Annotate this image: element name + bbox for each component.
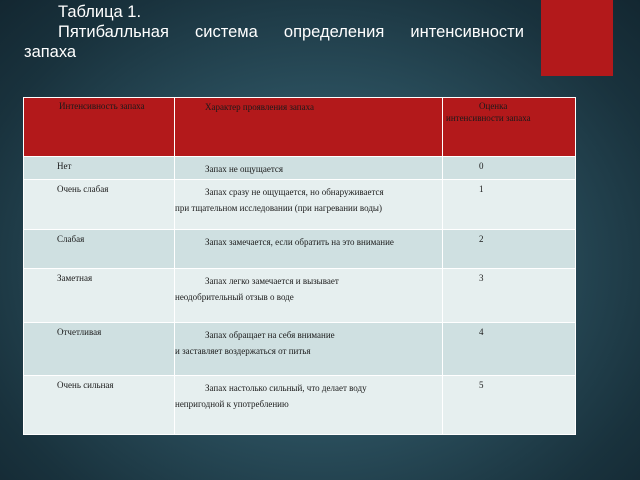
cell-text-line: Запах замечается, если обратить на это внимание — [205, 237, 394, 247]
cell-text: Отчетливая — [57, 327, 102, 337]
cell-text-line: непригодной к употреблению — [175, 399, 289, 409]
cell-score — [443, 180, 576, 230]
title-word: интенсивности — [410, 23, 524, 41]
header-intensity — [24, 98, 175, 157]
cell-description — [175, 376, 443, 435]
table-row — [24, 376, 576, 435]
cell-description — [175, 157, 443, 180]
cell-text-line: при тщательном исследовании (при нагревании воды) — [175, 203, 382, 213]
cell-text-line: Запах настолько сильный, что делает воду — [205, 383, 367, 393]
cell-text: Заметная — [57, 273, 93, 283]
table-row — [24, 323, 576, 376]
cell-text-line: Запах не ощущается — [205, 164, 284, 174]
title-line-3: запаха — [24, 43, 77, 61]
accent-bar — [541, 0, 613, 76]
cell-intensity — [24, 269, 175, 323]
odor-intensity-table — [23, 97, 576, 435]
header-label: Интенсивность запаха — [59, 101, 145, 111]
cell-text: Очень слабая — [57, 184, 109, 194]
cell-intensity — [24, 376, 175, 435]
cell-text-line: неодобрительный отзыв о воде — [175, 292, 294, 302]
header-label-line: интенсивности запаха — [446, 113, 531, 123]
cell-text — [175, 269, 442, 305]
cell-text: Нет — [57, 161, 72, 171]
slide-title — [24, 2, 524, 62]
cell-text — [175, 323, 442, 359]
cell-text: 1 — [479, 184, 484, 194]
cell-text — [175, 376, 442, 412]
cell-intensity — [24, 323, 175, 376]
cell-text-line: Запах обращает на себя внимание — [205, 330, 335, 340]
header-label — [443, 98, 575, 124]
cell-text: 2 — [479, 234, 484, 244]
title-line-2 — [24, 22, 524, 42]
cell-intensity — [24, 230, 175, 269]
cell-score — [443, 230, 576, 269]
cell-intensity — [24, 180, 175, 230]
cell-description — [175, 180, 443, 230]
title-word: система — [195, 23, 258, 41]
table-row — [24, 157, 576, 180]
header-score — [443, 98, 576, 157]
cell-score — [443, 157, 576, 180]
cell-text: 0 — [479, 161, 484, 171]
header-description — [175, 98, 443, 157]
cell-score — [443, 376, 576, 435]
title-word: определения — [283, 23, 385, 41]
cell-text: Слабая — [57, 234, 85, 244]
cell-text: 5 — [479, 380, 484, 390]
cell-description — [175, 230, 443, 269]
cell-text — [175, 230, 442, 250]
cell-score — [443, 269, 576, 323]
table-row — [24, 269, 576, 323]
cell-description — [175, 323, 443, 376]
cell-text-line: и заставляет воздержаться от питья — [175, 346, 311, 356]
cell-text: 3 — [479, 273, 484, 283]
table-row — [24, 230, 576, 269]
cell-text — [175, 180, 442, 216]
cell-text-line: Запах сразу не ощущается, но обнаруживается — [205, 187, 384, 197]
cell-description — [175, 269, 443, 323]
cell-text: Очень сильная — [57, 380, 114, 390]
header-label: Характер проявления запаха — [205, 102, 314, 112]
table-header-row — [24, 98, 576, 157]
cell-text — [175, 157, 442, 177]
cell-score — [443, 323, 576, 376]
header-label-line: Оценка — [479, 101, 508, 111]
cell-intensity — [24, 157, 175, 180]
table-row — [24, 180, 576, 230]
title-word: Пятибалльная — [58, 23, 169, 41]
title-line-1: Таблица 1. — [58, 3, 142, 21]
cell-text-line: Запах легко замечается и вызывает — [205, 276, 339, 286]
cell-text: 4 — [479, 327, 484, 337]
